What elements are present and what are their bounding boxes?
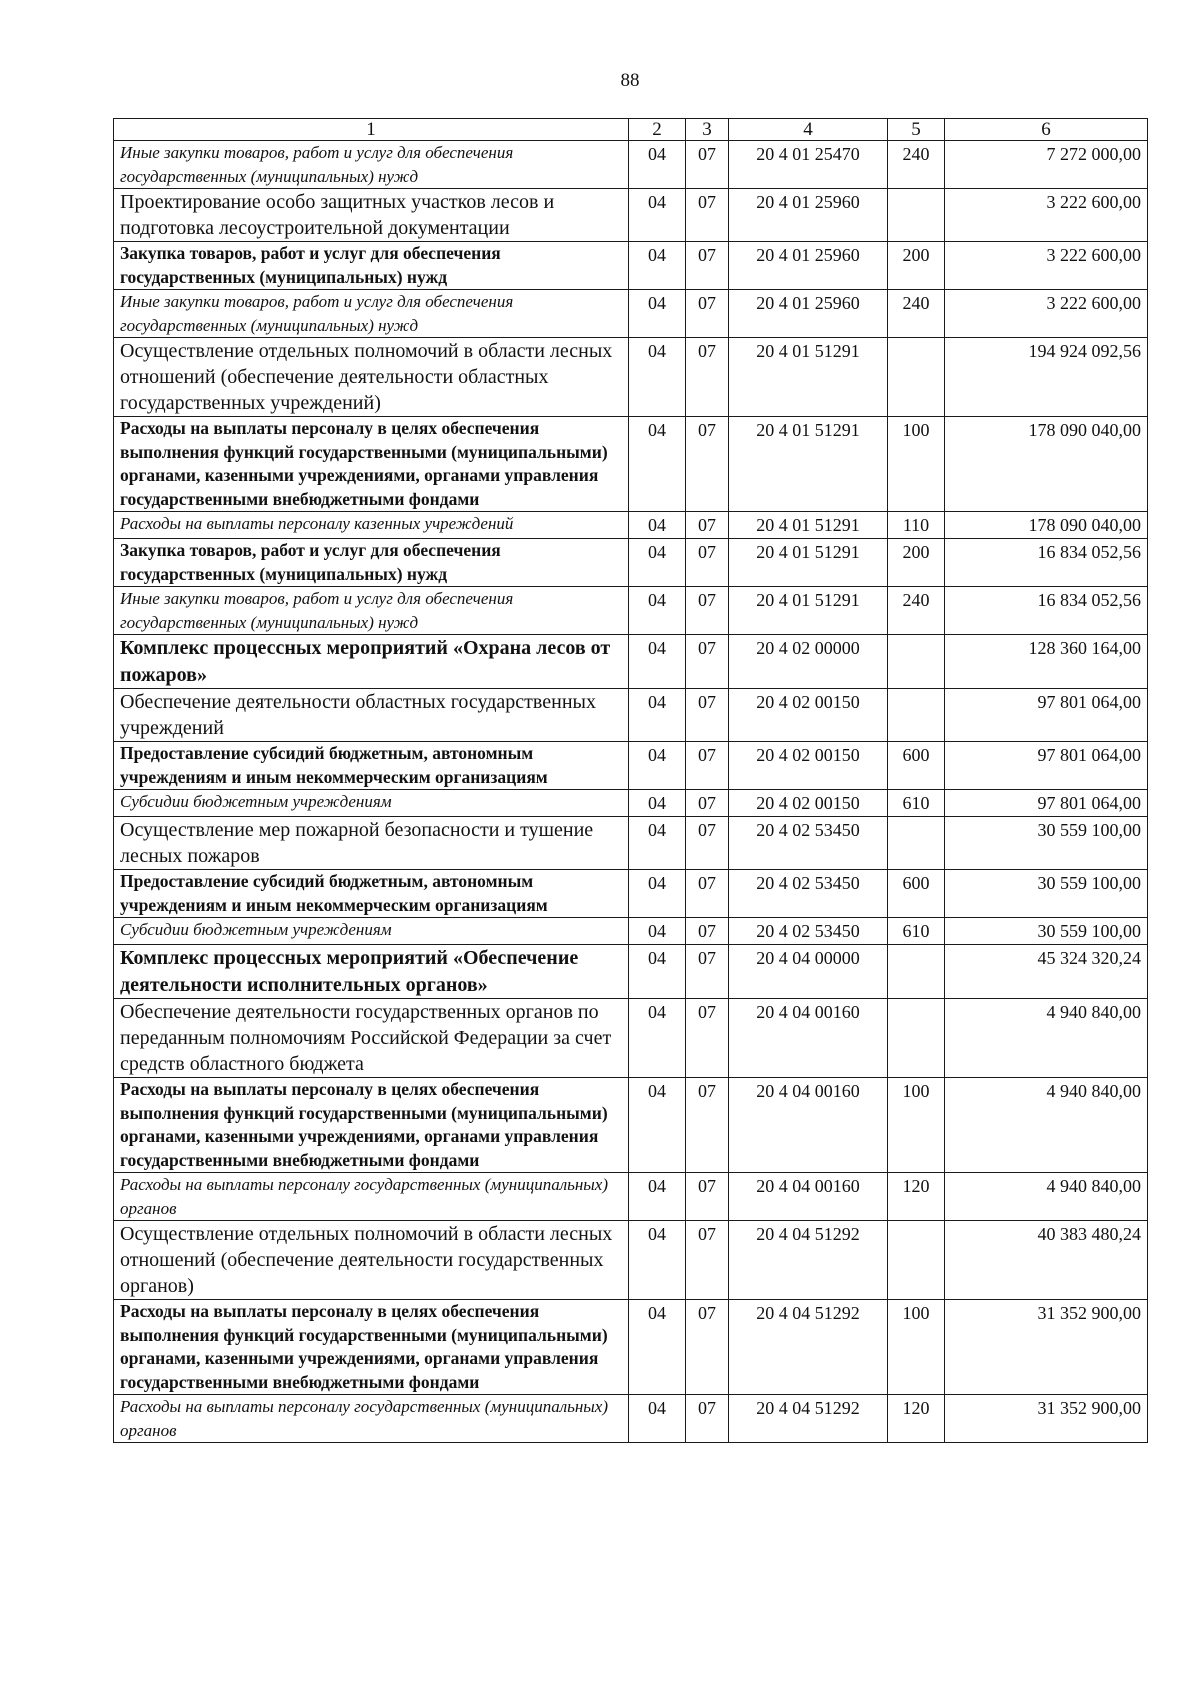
row-target-article: 20 4 04 51292 [729, 1221, 888, 1300]
row-amount: 4 940 840,00 [945, 1078, 1148, 1173]
row-amount: 3 222 600,00 [945, 242, 1148, 290]
row-expense-type: 600 [888, 870, 945, 918]
row-expense-type: 600 [888, 742, 945, 790]
row-target-article: 20 4 04 00000 [729, 945, 888, 999]
row-expense-type [888, 635, 945, 689]
row-section-code: 04 [629, 870, 686, 918]
row-name: Комплекс процессных мероприятий «Охрана лесов от пожаров» [114, 635, 629, 689]
row-subsection-code: 07 [686, 417, 729, 512]
row-name: Комплекс процессных мероприятий «Обеспечение деятельности исполнительных органов» [114, 945, 629, 999]
row-subsection-code: 07 [686, 945, 729, 999]
row-amount: 97 801 064,00 [945, 742, 1148, 790]
row-section-code: 04 [629, 539, 686, 587]
row-section-code: 04 [629, 689, 686, 742]
row-name: Закупка товаров, работ и услуг для обеспечения государственных (муниципальных) нужд [114, 242, 629, 290]
row-subsection-code: 07 [686, 918, 729, 945]
row-target-article: 20 4 04 00160 [729, 999, 888, 1078]
row-expense-type [888, 999, 945, 1078]
row-expense-type: 240 [888, 290, 945, 338]
row-section-code: 04 [629, 1221, 686, 1300]
row-section-code: 04 [629, 189, 686, 242]
row-target-article: 20 4 01 25470 [729, 141, 888, 189]
table-row [114, 1395, 1148, 1443]
row-subsection-code: 07 [686, 290, 729, 338]
row-expense-type: 240 [888, 141, 945, 189]
table-row [114, 338, 1148, 417]
row-section-code: 04 [629, 141, 686, 189]
row-section-code: 04 [629, 512, 686, 539]
row-name: Субсидии бюджетным учреждениям [114, 918, 629, 945]
table-row [114, 189, 1148, 242]
row-expense-type [888, 817, 945, 870]
row-subsection-code: 07 [686, 635, 729, 689]
row-expense-type: 120 [888, 1395, 945, 1443]
row-target-article: 20 4 04 51292 [729, 1300, 888, 1395]
row-amount: 4 940 840,00 [945, 999, 1148, 1078]
row-section-code: 04 [629, 742, 686, 790]
row-target-article: 20 4 01 25960 [729, 290, 888, 338]
row-target-article: 20 4 02 53450 [729, 918, 888, 945]
row-name: Расходы на выплаты персоналу в целях обеспечения выполнения функций государственными (муниципальными) органами, казенными учреждениями, органами управления государственными внебюджетными фондами [114, 417, 629, 512]
row-subsection-code: 07 [686, 790, 729, 817]
row-section-code: 04 [629, 918, 686, 945]
row-amount: 45 324 320,24 [945, 945, 1148, 999]
table-row [114, 945, 1148, 999]
row-subsection-code: 07 [686, 1300, 729, 1395]
row-name: Предоставление субсидий бюджетным, автономным учреждениям и иным некоммерческим организациям [114, 870, 629, 918]
table-row [114, 1078, 1148, 1173]
row-section-code: 04 [629, 1395, 686, 1443]
row-section-code: 04 [629, 338, 686, 417]
row-name: Проектирование особо защитных участков лесов и подготовка лесоустроительной документации [114, 189, 629, 242]
row-amount: 3 222 600,00 [945, 189, 1148, 242]
row-target-article: 20 4 04 51292 [729, 1395, 888, 1443]
row-expense-type: 200 [888, 539, 945, 587]
row-amount: 178 090 040,00 [945, 512, 1148, 539]
row-name: Иные закупки товаров, работ и услуг для обеспечения государственных (муниципальных) нужд [114, 141, 629, 189]
table-row [114, 141, 1148, 189]
row-name: Иные закупки товаров, работ и услуг для обеспечения государственных (муниципальных) нужд [114, 290, 629, 338]
row-amount: 7 272 000,00 [945, 141, 1148, 189]
row-name: Предоставление субсидий бюджетным, автономным учреждениям и иным некоммерческим организациям [114, 742, 629, 790]
page-number: 88 [620, 70, 640, 91]
row-name: Расходы на выплаты персоналу в целях обеспечения выполнения функций государственными (муниципальными) органами, казенными учреждениями, органами управления государственными внебюджетными фондами [114, 1078, 629, 1173]
row-target-article: 20 4 04 00160 [729, 1173, 888, 1221]
row-amount: 30 559 100,00 [945, 870, 1148, 918]
row-amount: 178 090 040,00 [945, 417, 1148, 512]
row-section-code: 04 [629, 790, 686, 817]
row-section-code: 04 [629, 290, 686, 338]
row-subsection-code: 07 [686, 1173, 729, 1221]
row-section-code: 04 [629, 817, 686, 870]
row-expense-type: 610 [888, 790, 945, 817]
row-target-article: 20 4 02 53450 [729, 817, 888, 870]
row-name: Иные закупки товаров, работ и услуг для обеспечения государственных (муниципальных) нужд [114, 587, 629, 635]
table-row [114, 790, 1148, 817]
table-row [114, 539, 1148, 587]
row-expense-type: 110 [888, 512, 945, 539]
table-row [114, 870, 1148, 918]
row-name: Обеспечение деятельности государственных органов по переданным полномочиям Российской Федерации за счет средств областного бюджета [114, 999, 629, 1078]
row-section-code: 04 [629, 999, 686, 1078]
row-amount: 16 834 052,56 [945, 539, 1148, 587]
row-target-article: 20 4 01 51291 [729, 512, 888, 539]
row-expense-type [888, 689, 945, 742]
row-subsection-code: 07 [686, 1221, 729, 1300]
row-amount: 4 940 840,00 [945, 1173, 1148, 1221]
row-name: Осуществление отдельных полномочий в области лесных отношений (обеспечение деятельности областных государственных учреждений) [114, 338, 629, 417]
table-row [114, 512, 1148, 539]
row-subsection-code: 07 [686, 742, 729, 790]
row-subsection-code: 07 [686, 817, 729, 870]
row-amount: 31 352 900,00 [945, 1300, 1148, 1395]
row-expense-type [888, 945, 945, 999]
row-name: Обеспечение деятельности областных государственных учреждений [114, 689, 629, 742]
table-row [114, 587, 1148, 635]
row-name: Расходы на выплаты персоналу государственных (муниципальных) органов [114, 1173, 629, 1221]
row-section-code: 04 [629, 635, 686, 689]
row-amount: 194 924 092,56 [945, 338, 1148, 417]
table-row [114, 1300, 1148, 1395]
row-subsection-code: 07 [686, 512, 729, 539]
row-target-article: 20 4 01 51291 [729, 587, 888, 635]
row-target-article: 20 4 04 00160 [729, 1078, 888, 1173]
row-amount: 97 801 064,00 [945, 790, 1148, 817]
header-col-4: 4 [729, 119, 888, 141]
table-row [114, 1221, 1148, 1300]
budget-table [113, 118, 1148, 1443]
row-expense-type [888, 189, 945, 242]
row-subsection-code: 07 [686, 587, 729, 635]
table-row [114, 742, 1148, 790]
row-target-article: 20 4 02 00000 [729, 635, 888, 689]
row-target-article: 20 4 02 00150 [729, 742, 888, 790]
row-section-code: 04 [629, 587, 686, 635]
row-section-code: 04 [629, 1300, 686, 1395]
row-subsection-code: 07 [686, 338, 729, 417]
row-target-article: 20 4 02 00150 [729, 790, 888, 817]
row-name: Расходы на выплаты персоналу в целях обеспечения выполнения функций государственными (муниципальными) органами, казенными учреждениями, органами управления государственными внебюджетными фондами [114, 1300, 629, 1395]
row-expense-type: 610 [888, 918, 945, 945]
row-subsection-code: 07 [686, 870, 729, 918]
row-target-article: 20 4 02 53450 [729, 870, 888, 918]
row-name: Осуществление мер пожарной безопасности и тушение лесных пожаров [114, 817, 629, 870]
row-section-code: 04 [629, 1173, 686, 1221]
row-amount: 97 801 064,00 [945, 689, 1148, 742]
row-expense-type [888, 1221, 945, 1300]
row-name: Закупка товаров, работ и услуг для обеспечения государственных (муниципальных) нужд [114, 539, 629, 587]
table-row [114, 417, 1148, 512]
header-col-3: 3 [686, 119, 729, 141]
table-row [114, 1173, 1148, 1221]
table-row [114, 817, 1148, 870]
row-subsection-code: 07 [686, 539, 729, 587]
row-expense-type [888, 338, 945, 417]
row-subsection-code: 07 [686, 141, 729, 189]
row-section-code: 04 [629, 417, 686, 512]
row-expense-type: 100 [888, 417, 945, 512]
row-section-code: 04 [629, 945, 686, 999]
row-amount: 3 222 600,00 [945, 290, 1148, 338]
row-expense-type: 100 [888, 1300, 945, 1395]
row-subsection-code: 07 [686, 1395, 729, 1443]
row-target-article: 20 4 01 25960 [729, 189, 888, 242]
table-row [114, 918, 1148, 945]
row-target-article: 20 4 02 00150 [729, 689, 888, 742]
row-expense-type: 120 [888, 1173, 945, 1221]
header-col-1: 1 [114, 119, 629, 141]
table-row [114, 999, 1148, 1078]
row-target-article: 20 4 01 51291 [729, 417, 888, 512]
row-section-code: 04 [629, 1078, 686, 1173]
table-row [114, 242, 1148, 290]
table-row [114, 689, 1148, 742]
header-row [114, 119, 1148, 141]
row-target-article: 20 4 01 25960 [729, 242, 888, 290]
row-name: Субсидии бюджетным учреждениям [114, 790, 629, 817]
row-name: Осуществление отдельных полномочий в области лесных отношений (обеспечение деятельности государственных органов) [114, 1221, 629, 1300]
row-target-article: 20 4 01 51291 [729, 338, 888, 417]
row-amount: 128 360 164,00 [945, 635, 1148, 689]
row-amount: 30 559 100,00 [945, 918, 1148, 945]
row-subsection-code: 07 [686, 189, 729, 242]
row-section-code: 04 [629, 242, 686, 290]
row-subsection-code: 07 [686, 689, 729, 742]
row-expense-type: 100 [888, 1078, 945, 1173]
table-row [114, 635, 1148, 689]
row-expense-type: 200 [888, 242, 945, 290]
row-name: Расходы на выплаты персоналу казенных учреждений [114, 512, 629, 539]
row-subsection-code: 07 [686, 242, 729, 290]
header-col-2: 2 [629, 119, 686, 141]
row-amount: 16 834 052,56 [945, 587, 1148, 635]
row-expense-type: 240 [888, 587, 945, 635]
row-name: Расходы на выплаты персоналу государственных (муниципальных) органов [114, 1395, 629, 1443]
row-amount: 40 383 480,24 [945, 1221, 1148, 1300]
table-body [114, 141, 1148, 1443]
header-col-6: 6 [945, 119, 1148, 141]
table-row [114, 290, 1148, 338]
header-col-5: 5 [888, 119, 945, 141]
row-subsection-code: 07 [686, 999, 729, 1078]
row-amount: 30 559 100,00 [945, 817, 1148, 870]
row-target-article: 20 4 01 51291 [729, 539, 888, 587]
row-amount: 31 352 900,00 [945, 1395, 1148, 1443]
row-subsection-code: 07 [686, 1078, 729, 1173]
